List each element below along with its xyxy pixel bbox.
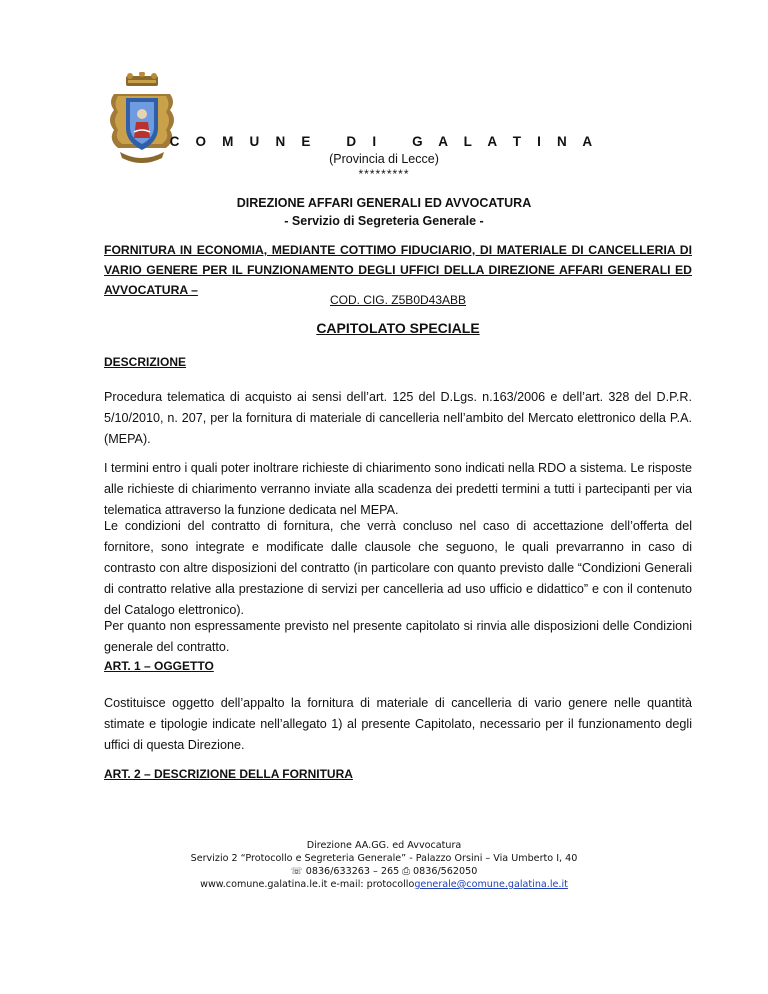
footer-line-2: Servizio 2 “Protocollo e Segreteria Generale” - Palazzo Orsini – Via Umberto I, 40 (190, 853, 578, 864)
footer-fax: 0836/562050 (413, 866, 478, 877)
province-subtitle: (Provincia di Lecce) (329, 152, 439, 166)
subject-text: FORNITURA IN ECONOMIA, MEDIANTE COTTIMO FIDUCIARIO, DI MATERIALE DI CANCELLERIA DI VARIO GENERE PER IL FUNZIONAMENTO DEGLI UFFICI DELLA DIREZIONE AFFARI GENERALI ED AVVOCATURA – (104, 243, 692, 297)
department-heading: DIREZIONE AFFARI GENERALI ED AVVOCATURA (236, 196, 532, 210)
footer-email-link[interactable]: generale@comune.galatina.le.it (414, 879, 568, 890)
footer-phone: 0836/633263 – 265 (305, 866, 400, 877)
footer (0, 839, 768, 891)
art1-heading: ART. 1 – OGGETTO (104, 659, 214, 673)
document-title: CAPITOLATO SPECIALE (316, 320, 480, 336)
footer-email-label: e-mail: protocollo (330, 879, 415, 890)
art2-heading: ART. 2 – DESCRIZIONE DELLA FORNITURA (104, 767, 353, 781)
descrizione-heading: DESCRIZIONE (104, 355, 187, 369)
footer-line-1: Direzione AA.GG. ed Avvocatura (306, 840, 462, 851)
phone-icon: ☏ (290, 866, 303, 877)
footer-contacts (0, 865, 768, 878)
paragraph-3: Le condizioni del contratto di fornitura, che verrà concluso nel caso di accettazione dell’offerta del fornitore, sono integrate e modificate dalle clausole che seguono, le quali prevarranno in caso di contrasto con altre disposizioni del contratto (in particolare con quanto previsto dalle “Condizioni Generali di contratto relative alla prestazione di servizi per cancelleria ad uso ufficio e didattico” e con il contenuto del Catalogo elettronico). (104, 519, 692, 617)
separator-stars: ********* (358, 167, 410, 181)
footer-web-email (0, 878, 768, 891)
paragraph-4: Per quanto non espressamente previsto nel presente capitolato si rinvia alle disposizioni delle Condizioni generale del contratto. (104, 619, 692, 654)
paragraph-1: Procedura telematica di acquisto ai sensi dell’art. 125 del D.Lgs. n.163/2006 e dell’art. 328 del D.P.R. 5/10/2010, n. 207, per la fornitura di materiale di cancelleria nell’ambito del Mercato elettronico della P.A. (MEPA). (104, 390, 692, 446)
cig-code: COD. CIG. Z5B0D43ABB (329, 293, 467, 307)
municipality-title: C O M U N E D I G A L A T I N A (169, 134, 599, 149)
footer-website[interactable]: www.comune.galatina.le.it (200, 879, 328, 890)
paragraph-5: Costituisce oggetto dell’appalto la fornitura di materiale di cancelleria di vario genere nelle quantità stimate e tipologie indicate nell’allegato 1) al presente Capitolato, necessario per il funzionamento degli uffici di questa Direzione. (104, 696, 692, 752)
fax-icon: ⎙ (402, 866, 410, 877)
service-heading: - Servizio di Segreteria Generale - (284, 214, 484, 228)
paragraph-2: I termini entro i quali poter inoltrare richieste di chiarimento sono indicati nella RDO a sistema. Le risposte alle richieste di chiarimento verranno inviate alla scadenza dei predetti termini a tutti i partecipanti per via telematica attraverso la funzione dedicata nel MEPA. (104, 461, 692, 517)
